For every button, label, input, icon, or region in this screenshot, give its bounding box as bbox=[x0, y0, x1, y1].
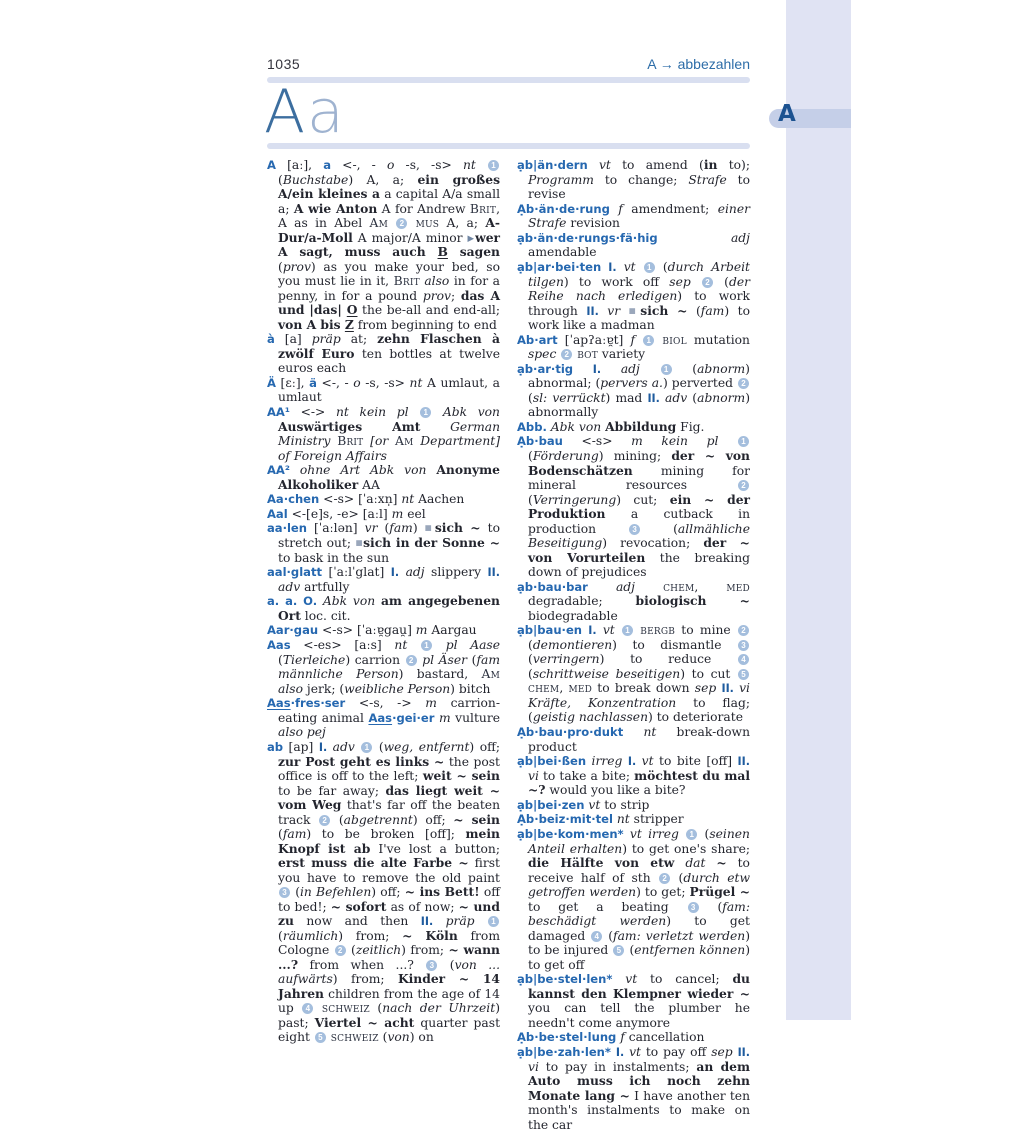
sense-number-badge: 1 bbox=[488, 916, 499, 927]
sense-number-badge: 2 bbox=[738, 625, 749, 636]
headword: ạb|ar·bei·ten bbox=[517, 259, 602, 274]
phrase-marker-icon: ■ bbox=[424, 523, 435, 533]
headword: ạb·än·de·rungs·fä·hig bbox=[517, 230, 658, 245]
dictionary-entry: ạb|be·stel·len* vt to cancel; du kannst den Klempner wieder ~ you can tell the plumber he needn't come anymore bbox=[517, 971, 750, 1030]
headword: aa·len bbox=[267, 521, 307, 536]
thumb-index-strip bbox=[786, 0, 851, 1020]
headword: Aal bbox=[267, 506, 288, 521]
sense-number-badge: 5 bbox=[315, 1032, 326, 1043]
headword: Aas bbox=[267, 696, 291, 711]
idiom-marker-icon: ▶ bbox=[467, 233, 476, 244]
dictionary-entry: ạb|än·dern vt to amend (in to); Programm to change; Strafe to revise bbox=[517, 157, 750, 202]
section-heading bbox=[264, 77, 750, 147]
phrase-marker-icon: ■ bbox=[628, 305, 641, 315]
sense-number-badge: 3 bbox=[279, 887, 290, 898]
sense-number-badge: 4 bbox=[591, 931, 602, 942]
sense-number-badge: 2 bbox=[738, 480, 749, 491]
dictionary-entry: Aas·fres·ser <-s, -> m carrion-eating animal Aas·gei·er m vulture also pej bbox=[267, 696, 500, 740]
headword: Ạb·än·de·rung bbox=[517, 201, 610, 216]
dictionary-entry: ạb|be·kom·men* vt irreg 1 (seinen Anteil erhalten) to get one's share; die Hälfte von etw dat ~ to receive half of sth 2 (durch etw getroffen werden) to get; Prügel ~ to get a beating 3 (fam: beschädigt werden) to get damaged 4 (fam: verletzt werden) to be injured 5 (entfernen können) to get off bbox=[517, 826, 750, 972]
headword: Aas bbox=[267, 638, 291, 653]
dictionary-entry: ạb·bau·bar adj chem, med degradable; biologisch ~ biodegradable bbox=[517, 579, 750, 623]
sense-number-badge: 2 bbox=[659, 873, 670, 884]
headword: Ạb·beiz·mit·tel bbox=[517, 812, 613, 827]
headword: a. a. O. bbox=[267, 594, 318, 609]
dictionary-entry: Aal <-[e]s, -e> [aːl] m eel bbox=[267, 506, 426, 521]
page-number: 1035 bbox=[267, 56, 301, 72]
dictionary-entry: Ạb·bau <-s> m kein pl 1 (Förderung) mining; der ~ von Bodenschätzen mining for mineral resources 2 (Verringerung) cut; ein ~ der Produktion a cutback in production 3 (allmähliche Beseitigung) revocation; der ~ von Vorurteilen the breaking down of prejudices bbox=[517, 434, 750, 580]
dictionary-entry: Aa·chen <-s> [ˈaːxn̩] nt Aachen bbox=[267, 492, 465, 507]
headword: ạb|be·kom·men* bbox=[517, 826, 624, 841]
dictionary-entry: ạb|bau·en I. vt 1 bergb to mine 2 (demontieren) to dismantle 3 (verringern) to reduce 4 (schrittweise beseitigen) to cut 5 chem, med to break down sep II. vi Kräfte, Konzentration to flag; (geistig nachlassen) to deteriorate bbox=[517, 623, 750, 725]
sense-number-badge: 2 bbox=[738, 378, 749, 389]
sense-number-badge: 5 bbox=[613, 945, 624, 956]
sense-number-badge: 2 bbox=[406, 655, 417, 666]
sense-number-badge: 3 bbox=[426, 960, 437, 971]
section-letter-capital: A bbox=[264, 77, 308, 147]
headword: à bbox=[267, 332, 275, 347]
sense-number-badge: 2 bbox=[702, 277, 713, 288]
sense-number-badge: 1 bbox=[421, 640, 432, 651]
section-letter-lowercase: a bbox=[307, 77, 346, 147]
dictionary-entry: AA¹ <-> nt kein pl 1 Abk von Auswärtiges Amt German Ministry Brit [or Am Department] of Foreign Affairs bbox=[267, 404, 500, 463]
sense-number-badge: 5 bbox=[738, 669, 749, 680]
headword: ạb|än·dern bbox=[517, 158, 588, 172]
dictionary-entry: Ab·art [ˈapʔaːɐ̯t] f 1 biol mutation spec 2 bot variety bbox=[517, 332, 750, 362]
column-left bbox=[267, 158, 500, 1132]
sense-number-badge: 3 bbox=[688, 902, 699, 913]
phrase-marker-icon: ■ bbox=[355, 538, 364, 548]
headword: ạb|bau·en bbox=[517, 623, 582, 638]
headword: a bbox=[323, 158, 332, 172]
headword: ·gei·er bbox=[392, 710, 435, 725]
sense-number-badge: 4 bbox=[738, 654, 749, 665]
sense-number-badge: 1 bbox=[738, 436, 749, 447]
thumb-index-letter: A bbox=[778, 101, 796, 127]
headword: aal·glatt bbox=[267, 565, 322, 580]
guide-word: A → abbezahlen bbox=[647, 56, 750, 72]
dictionary-entry: ạb·ar·tig I. adj 1 (abnorm) abnormal; (pervers a.) perverted 2 (sl: verrückt) mad II. adv (abnorm) abnormally bbox=[517, 361, 750, 420]
headword: ạb|be·stel·len* bbox=[517, 972, 613, 987]
sense-number-badge: 2 bbox=[335, 945, 346, 956]
dictionary-columns bbox=[267, 158, 750, 1132]
dictionary-entry: Ä [ɛː], ä <-, - o -s, -s> nt A umlaut, a umlaut bbox=[267, 375, 501, 405]
dictionary-entry: Ạb·än·de·rung f amendment; einer Strafe revision bbox=[517, 201, 750, 231]
dictionary-entry: Abb. Abk von Abbildung Fig. bbox=[517, 418, 705, 434]
dictionary-entry: aal·glatt [ˈaːlˈglat] I. adj slippery II. adv artfully bbox=[267, 565, 500, 594]
sense-number-badge: 1 bbox=[686, 829, 697, 840]
headword: Ạb·bau·pro·dukt bbox=[517, 724, 624, 739]
headword: Ab·art bbox=[517, 332, 558, 347]
dictionary-entry: ạb|bei·ßen irreg I. vt to bite [off] II. vi to take a bite; möchtest du mal ~? would you like a bite? bbox=[517, 754, 751, 798]
dictionary-entry: ạb|bei·zen vt to strip bbox=[517, 797, 650, 812]
headword: A bbox=[267, 158, 276, 172]
column-right bbox=[517, 158, 750, 1132]
headword: ab bbox=[267, 739, 284, 754]
headword: Ä bbox=[267, 375, 276, 390]
dictionary-entry: ạb|ar·bei·ten I. vt 1 (durch Arbeit tilgen) to work off sep 2 (der Reihe nach erledigen) to work through II. vr ■sich ~ (fam) to work like a madman bbox=[517, 259, 750, 333]
headword: Aas bbox=[368, 710, 393, 725]
headword: Abb. bbox=[517, 419, 547, 434]
dictionary-entry: a. a. O. Abk von am angegebenen Ort loc. cit. bbox=[267, 593, 500, 623]
sense-number-badge: 4 bbox=[302, 1003, 313, 1014]
sense-number-badge: 1 bbox=[644, 262, 655, 273]
dictionary-entry: Aas <-es> [aːs] nt 1 pl Aase (Tierleiche) carrion 2 pl Äser (fam männliche Person) bastard, Am also jerk; (weibliche Person) bitch bbox=[267, 638, 501, 696]
dictionary-entry: Ạb·be·stel·lung f cancellation bbox=[517, 1030, 705, 1045]
page-header bbox=[267, 56, 750, 72]
sense-number-badge: 1 bbox=[661, 364, 672, 375]
dictionary-entry: ab [ap] I. adv 1 (weg, entfernt) off; zur Post geht es links ~ the post office is off to the left; weit ~ sein to be far away; das liegt weit ~ vom Weg that's far off the beaten track 2 (abgetrennt) off; ~ sein (fam) to be broken [off]; mein Knopf ist ab I've lost a button; erst muss die alte Farbe ~ first you have to remove the old paint 3 (in Befehlen) off; ~ ins Bett! off to bed!; ~ sofort as of now; ~ und zu now and then II. präp 1 (räumlich) from; ~ Köln from Cologne 2 (zeitlich) from; ~ wann ...? from when ...? 3 (von ... aufwärts) from; Kinder ~ 14 Jahren children from the age of 14 up 4 schweiz (nach der Uhrzeit) past; Viertel ~ acht quarter past eight 5 schweiz (von) on bbox=[267, 739, 501, 1045]
dictionary-entry: Ạb·bau·pro·dukt nt break-down product bbox=[517, 724, 750, 754]
dictionary-page bbox=[264, 56, 751, 1132]
sense-number-badge: 2 bbox=[396, 218, 407, 229]
headword: ạb|bei·zen bbox=[517, 797, 585, 812]
sense-number-badge: 1 bbox=[488, 160, 499, 171]
headword: ạb·bau·bar bbox=[517, 579, 588, 594]
headword: Aa·chen bbox=[267, 492, 320, 507]
headword: Ạb·bau bbox=[517, 434, 563, 449]
headword: AA² bbox=[267, 463, 290, 478]
headword: ·fres·ser bbox=[290, 696, 346, 711]
dictionary-entry: Aar·gau <-s> [ˈaːɐ̯gau̯] m Aargau bbox=[267, 623, 477, 638]
dictionary-entry: A [aː], a <-, - o -s, -s> nt 1 (Buchstabe) A, a; ein großes A/ein kleines a a capital A/a small a; A wie Anton A for Andrew Brit, A as in Abel Am 2 mus A, a; A-Dur/a-Moll A major/A minor ▶wer A sagt, muss auch B sagen (prov) as you make your bed, so you must lie in it, Brit also in for a penny, in for a pound prov; das A und |das| O the be-all and end-all; von A bis Z from beginning to end bbox=[267, 158, 501, 332]
headword: ạb|be·zah·len* bbox=[517, 1044, 611, 1059]
headword: Aar·gau bbox=[267, 623, 319, 638]
sense-number-badge: 3 bbox=[738, 640, 749, 651]
dictionary-entry: à [a] präp at; zehn Flaschen à zwölf Euro ten bottles at twelve euros each bbox=[267, 331, 500, 376]
headword: AA¹ bbox=[267, 404, 290, 419]
dictionary-entry: aa·len [ˈaːlən] vr (fam) ■sich ~ to stretch out; ■sich in der Sonne ~ to bask in the sun bbox=[267, 520, 500, 565]
sense-number-badge: 1 bbox=[361, 742, 372, 753]
sense-number-badge: 1 bbox=[622, 625, 633, 636]
sense-number-badge: 1 bbox=[643, 335, 654, 346]
headword: Ạb·be·stel·lung bbox=[517, 1030, 617, 1045]
dictionary-entry: ạb|be·zah·len* I. vt to pay off sep II. vi to pay in instalments; an dem Auto muss ich noch zehn Monate lang ~ I have another ten month's instalments to make on the car bbox=[517, 1044, 751, 1132]
sense-number-badge: 2 bbox=[561, 349, 572, 360]
dictionary-entry: ạb·än·de·rungs·fä·hig adj amendable bbox=[517, 230, 750, 260]
sense-number-badge: 3 bbox=[629, 524, 640, 535]
headword: ä bbox=[309, 375, 317, 390]
dictionary-entry: AA² ohne Art Abk von Anonyme Alkoholiker AA bbox=[267, 462, 500, 492]
sense-number-badge: 1 bbox=[420, 407, 431, 418]
sense-number-badge: 2 bbox=[319, 815, 330, 826]
headword: ạb|bei·ßen bbox=[517, 754, 587, 769]
headword: ạb·ar·tig bbox=[517, 361, 574, 376]
dictionary-entry: Ạb·beiz·mit·tel nt stripper bbox=[517, 812, 684, 827]
